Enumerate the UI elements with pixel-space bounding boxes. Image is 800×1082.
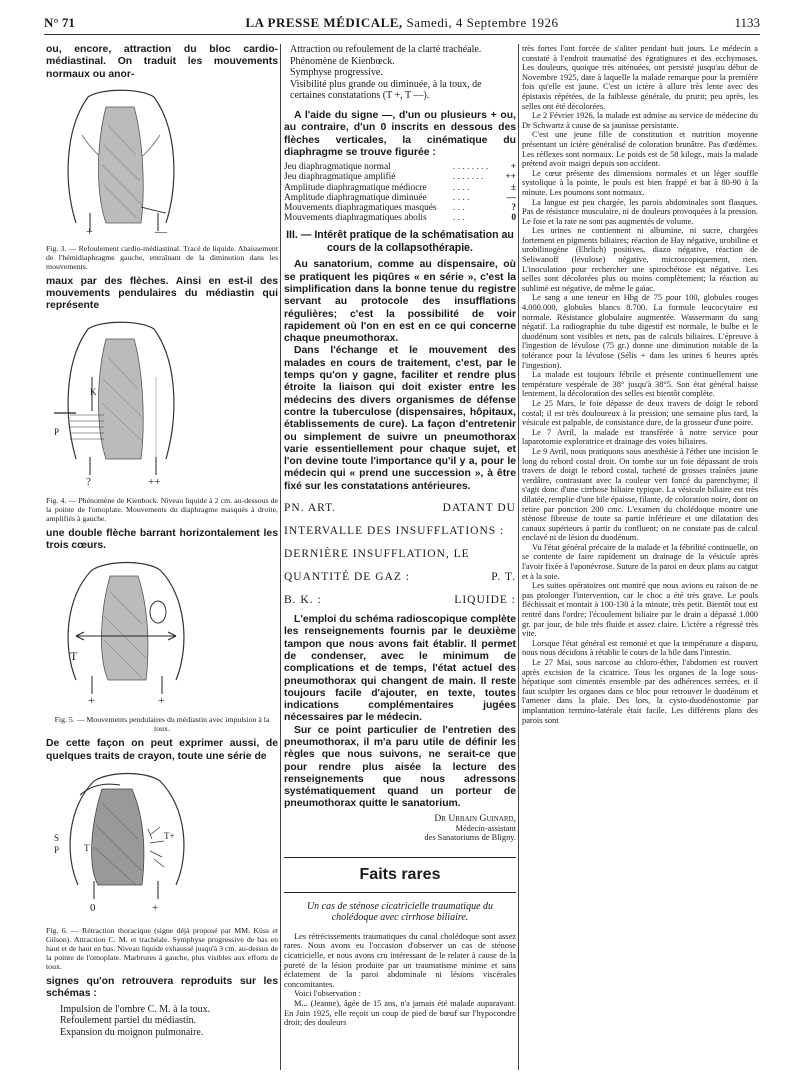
table-cell-sign: +	[510, 162, 516, 173]
svg-text:+: +	[88, 693, 95, 707]
table-cell-label: Mouvements diaphragmatiques abolis	[284, 213, 427, 224]
col3-paragraph: Le 9 Avril, nous pratiquons sous anesthésie à l'éther une incision le long du rebord costal droit. On tombe sur un foie dépassant de trois travers de doigt le rebord costal, tacheté de grosses traînées jaune verdâtre, contrastant avec la couleur vert foncé du parenchyme; il s'agit donc d'une cirrhose biliaire typique. La vésicule biliaire est très dilatée, remplie d'une bile épaisse, filante, de coloration noire, dont on retire par ponction 200 cmc. L'examen du cholédoque montre une sténose fibreuse de toute sa partie inférieure et une dilatation des canaux supérieurs à partir du confluent; on ne constate pas de calcul enclavé ni de lésion du duodénum.	[522, 446, 758, 543]
author-role: Médecin-assistant	[455, 823, 516, 833]
form-label: P. T.	[491, 571, 516, 584]
list-item: Impulsion de l'ombre C. M. à la toux.	[60, 1003, 211, 1015]
col2-paragraph-7: Voici l'observation :	[294, 989, 361, 999]
column-rule-2	[518, 44, 519, 1070]
figure-3-thorax-diagram	[46, 85, 196, 235]
form-label: DERNIÈRE INSUFFLATION, LE	[284, 548, 470, 561]
col2-paragraph-4: L'emploi du schéma radioscopique complète les renseignements fournis par le deuxième tampon que nous avons fait établir. Il permet de condenser, avec le minimum de complications et de temps, l'état actuel des pneumothorax qui changent de main. Il reste toujours facile d'ajouter, en texte, toutes indications complémentaires jugées nécessaires par le médecin.	[284, 614, 516, 724]
col2-paragraph-1: A l'aide du signe —, d'un ou plusieurs + ou, au contraire, d'un 0 inscrits en dessous des flèches verticales, la cinématique du diaphragme se trouve figurée :	[284, 109, 516, 158]
col2-sign-list	[290, 44, 516, 102]
form-label: PN. ART.	[284, 502, 337, 515]
col3-paragraph: Le sang a une teneur en Hbg de 75 pour 100, globules rouges 4.000.000, globules blancs 8.700. La formule leucocytaire est normale. Résistance globulaire augmentée. Wassermann du sang négatif. La radiographie du tube digestif est normale, le bulbe et le duodénum sont visibles et nets, pas de calculs biliaires. L'épreuve à l'ingestion de lévulose (75 gr.) donne une diminution notable de la tolérance pour la lévulose (Sélis + dans les urines 6 heures après l'ingestion).	[522, 293, 758, 370]
table-cell-sign: 0	[511, 213, 516, 224]
form-label: LIQUIDE :	[454, 594, 516, 607]
case-title: Un cas de sténose cicatricielle traumatique du cholédoque avec cirrhose biliaire.	[306, 900, 494, 924]
table-row: Mouvements diaphragmatiques abolis . . . 0	[284, 213, 516, 224]
column-left	[46, 44, 278, 1074]
col1-intro: ou, encore, attraction du bloc cardio-médiastinal. On traduit les mouvements normaux ou anor-	[46, 44, 278, 80]
col3-paragraph: Les urines ne contiennent ni albumine, ni sucre, chargées fortement en pigments biliaires; réaction de Hay négative, urobiline et urobilinogène (Ehrlich) positives, diazo négative, réaction de Seliwanoff (lévulose) négative, microscopiquement, rien. L'inoculation pour rechercher une spirochétose est négative. Les selles sont décolorées plus ou moins complètement; la réaction au sublimé est négative, de même le gaïac.	[522, 226, 758, 293]
svg-text:S: S	[54, 832, 60, 843]
table-cell-sign: ++	[505, 172, 516, 183]
col3-paragraph: Le cœur présente des dimensions normales et un léger souffle systolique à la pointe, le pouls est bien frappé et bat à 80-90 à la minute. Les poumons sont normaux.	[522, 168, 758, 197]
svg-text:+: +	[152, 901, 159, 914]
list-item: Visibilité plus grande ou diminuée, à la toux, de certaines constatations (T +, T —).	[290, 78, 482, 102]
table-cell-label: Jeu diaphragmatique normal	[284, 162, 391, 173]
col1-paragraph-3: une double flèche barrant horizontalement les trois cœurs.	[46, 527, 278, 552]
list-item: Expansion du moignon pulmonaire.	[60, 1026, 204, 1038]
table-row: Mouvements diaphragmatiques masqués . . . ?	[284, 202, 516, 213]
list-item: Phénomène de Kienbœck.	[290, 55, 395, 67]
svg-text:T+: T+	[164, 830, 175, 841]
table-cell-sign: ?	[511, 202, 516, 213]
col3-paragraph: C'est une jeune fille de constitution et nutrition moyenne présentant un ictère généralisé de coloration brunâtre. Pas d'œdèmes. Les réflexes sont normaux. Le poids est de 58 kilogr., mais la malade prétend avoir maigri depuis son accident.	[522, 130, 758, 169]
svg-text:K: K	[90, 386, 97, 397]
table-row: Jeu diaphragmatique amplifié . . . . . . . ++	[284, 172, 516, 183]
page-header	[44, 12, 760, 35]
diaphragm-sign-table	[284, 162, 516, 223]
svg-text:+: +	[86, 223, 93, 235]
col3-paragraph: La langue est peu chargée, les parois abdominales sont flasques. Pas de résistance musculaire, ni de douleurs provoquées à la pression. Le foie et la rate ne sont pas augmentés de volume.	[522, 197, 758, 226]
form-row	[284, 589, 516, 612]
faits-rares-heading: Faits rares	[284, 857, 516, 893]
form-row	[284, 520, 516, 543]
table-cell-sign: —	[506, 192, 516, 203]
figure-6-caption: Fig. 6. — Rétraction thoracique (signe déjà proposé par MM. Küss et Gilson). Attraction C. M. et trachéale. Symphyse progressive de bas en haut et de haut en bas. Niveau liquide exhaussé jusqu'à 3 cm. au-dessus de la pointe de l'omoplate. Marbrures à gauche, plus visibles aux efforts de toux.	[46, 925, 278, 971]
svg-text:—: —	[155, 223, 167, 235]
section-title: III. — Intérêt pratique de la schématisation au cours de la collapsothérapie.	[286, 229, 514, 254]
figure-5-caption: Fig. 5. — Mouvements pendulaires du médiastin avec impulsion à la toux.	[54, 715, 270, 734]
svg-text:T: T	[84, 842, 90, 853]
svg-text:?: ?	[86, 475, 91, 487]
svg-text:++: ++	[148, 475, 161, 487]
table-cell-sign: ±	[510, 182, 516, 193]
col1-paragraph-5: signes qu'on retrouvera reproduits sur les schémas :	[46, 975, 278, 1000]
col2-paragraph-5: Sur ce point particulier de l'entretien des pneumothorax, il m'a paru utile de définir les règles que nous suivons, ne serait-ce que pour rendre plus aisée la lecture des renseignements que nous adressons systématiquement quand un porteur de pneumothorax quitte le sanatorium.	[284, 724, 516, 810]
svg-text:+: +	[158, 693, 165, 707]
author-institution: des Sanatoriums de Bligny.	[424, 833, 516, 843]
list-item: Symphyse progressive.	[290, 67, 383, 79]
figure-6-thorax-diagram	[46, 767, 206, 917]
figure-3-caption: Fig. 3. — Refoulement cardio-médiastinal. Tracé de liquide. Abaissement de l'hémidiaphragme gauche, entraînant de la diminution dans les mouvements.	[46, 243, 278, 271]
col2-paragraph-2: Au sanatorium, comme au dispensaire, où se pratiquent les piqûres « en série », c'est la simplification dans la bonne tenue du registre servant au protocole des insufflations régulières; c'est la possibilité de voir rapidement où l'on en est en ce qui concerne chaque pneumothorax.	[284, 259, 516, 345]
issue-date: Samedi, 4 Septembre 1926	[406, 15, 559, 30]
svg-text:T: T	[70, 649, 78, 664]
svg-text:0: 0	[90, 901, 96, 914]
column-rule-1	[280, 44, 281, 1070]
journal-title-line	[134, 15, 670, 31]
figure-4-thorax-diagram	[46, 317, 196, 487]
col2-paragraph-3: Dans l'échange et le mouvement des malades en cours de traitement, c'est, par le temps qu'on y gagne, faciliter et rendre plus étroite la liaison qui doit exister entre les médecins des divers organismes de défense contre la tuberculose (dispensaires, hôpitaux, établissements de cure). La façon d'entretenir ou simplement de suivre un pneumothorax varie essentiellement pour chaque sujet, et l'on devine toute l'importance qu'il y a, pour le médecin qui « prend une succession », à être fixé sur les constatations antérieures.	[284, 345, 516, 492]
table-cell-label: Jeu diaphragmatique amplifié	[284, 172, 396, 183]
form-label: INTERVALLE DES INSUFFLATIONS :	[284, 525, 505, 538]
col1-sign-list	[60, 1004, 278, 1039]
column-right	[522, 44, 758, 1074]
table-row: Jeu diaphragmatique normal . . . . . . . . +	[284, 162, 516, 173]
list-item: Refoulement partiel du médiastin.	[60, 1015, 197, 1027]
col3-paragraph: Le 2 Février 1926, la malade est admise au service de médecine du Dr Schwartz à cause de sa jaunisse persistante.	[522, 111, 758, 130]
journal-name: LA PRESSE MÉDICALE,	[245, 15, 403, 30]
col3-paragraph: Le 7 Avril, la malade est transférée à notre service pour laparotomie exploratrice et drainage des voies biliaires.	[522, 427, 758, 447]
author-signature	[284, 813, 516, 843]
col3-paragraph: Vu l'état général précaire de la malade et la fébrilité continuelle, on se contente de faire rapidement un drainage de la vésicule après l'avoir fixée à l'aponévrose. Suture de la paroi en deux plans au catgut et à la soie.	[522, 542, 758, 581]
svg-text:P: P	[54, 844, 60, 855]
col3-paragraph: Lorsque l'état général est remonté et que la température a disparu, nous nous décidons à rétablir le cours de la bile dans l'intestin.	[522, 638, 758, 658]
figure-5-thorax-diagram	[46, 556, 206, 706]
col3-paragraph: Le 25 Mars, le foie dépasse de deux travers de doigt le rebord costal; il est très douloureux à la pression; une semaine plus tard, la vésicule est palpable, de consistance dure, de la grosseur d'une poire.	[522, 398, 758, 428]
col3-paragraph: La malade est toujours fébrile et présente continuellement une température vespérale de 38° jusqu'à 38°5. Son état général baisse lentement, la décoloration des selles est bientôt complète.	[522, 370, 758, 399]
col3-paragraph: très fortes l'ont forcée de s'aliter pendant huit jours. Le médecin a constaté à l'endroit traumatisé des égratignures et des ecchymoses. Les douleurs, quoique très atténuées, ont persisté jusqu'au début de Novembre 1925, date à laquelle la malade remarque pour la première fois qu'elle est jaune. C'est un ictère à allure très lente avec des épistaxis répétées, de la faiblesse générale, du prurit; peu après, les selles ont été décolorées.	[522, 44, 758, 111]
col2-paragraph-6: Les rétrécissements traumatiques du canal cholédoque sont assez rares. Nous avons eu l'occasion d'observer un cas de sténose cicatricielle, et nous avons cru intéressant de le relater à cause de la pureté de la lésion produite par un traumatisme minime et sans éclatement de la paroi abdominale ni lésions viscérales concomitantes.	[284, 931, 516, 989]
form-row	[284, 497, 516, 520]
form-label: B. K. :	[284, 594, 322, 607]
table-row: Amplitude diaphragmatique médiocre . . . . ±	[284, 182, 516, 193]
stamp-form	[284, 497, 516, 612]
form-row	[284, 543, 516, 566]
col1-paragraph-4: De cette façon on peut exprimer aussi, de quelques traits de crayon, toute une série de	[46, 738, 278, 762]
issue-number: N° 71	[44, 15, 75, 30]
table-cell-label: Amplitude diaphragmatique médiocre	[284, 182, 427, 193]
col1-paragraph-2: maux par des flèches. Ainsi en est-il des mouvements pendulaires du médiastin qui représente	[46, 275, 278, 312]
col3-paragraph: Les suites opératoires ont montré que nous avions eu raison de ne pas prolonger l'intervention, car le choc a été très grave. Le pouls fléchissait et montait à 100-130 à la minute, très petit. Bientôt tout est rentré dans l'ordre; l'écoulement biliaire par le drain a dépassé 1.000 gr. par jour, de bile très fluide et assez claire. L'ictère a régressé très vite.	[522, 581, 758, 639]
form-label: QUANTITÉ DE GAZ :	[284, 571, 410, 584]
form-label: DATANT DU	[442, 502, 516, 515]
col3-paragraph: Le 27 Mai, sous narcose au chloro-éther, l'abdomen est rouvert après excision de la cicatrice. Tous les organes de la loge sous-hépatique sont cimentés ensemble par des adhérences serrées, et il faut sculpter les organes dans ce bloc pour retrouver le duodénum et l'amener dans la plaie. Des lors, la cysto-duodénostomie par implantation termino-latérale était facile. Les différents plans des parois sont	[522, 658, 758, 725]
figure-4-caption: Fig. 4. — Phénomène de Kienbock. Niveau liquide à 2 cm. au-dessous de la pointe de l'omoplate. Mouvements du diaphragme masqués à droite, amplifiés à gauche.	[46, 495, 278, 523]
page-number: 1133	[734, 15, 760, 30]
form-row	[284, 566, 516, 589]
svg-text:P: P	[54, 426, 60, 437]
col2-paragraph-8: M... (Jeanne), âgée de 15 ans, n'a jamais été malade auparavant. En Juin 1925, elle reçoit un coup de pied de bœuf sur l'hypocondre droit; des douleurs	[284, 998, 516, 1028]
author-name: Dr Urbain Guinard,	[434, 812, 516, 824]
table-cell-label: Amplitude diaphragmatique diminuée	[284, 192, 427, 203]
table-cell-label: Mouvements diaphragmatiques masqués	[284, 202, 437, 213]
list-item: Attraction ou refoulement de la clarté trachéale.	[290, 44, 482, 55]
table-row: Amplitude diaphragmatique diminuée . . . . —	[284, 192, 516, 203]
column-middle	[284, 44, 516, 1074]
